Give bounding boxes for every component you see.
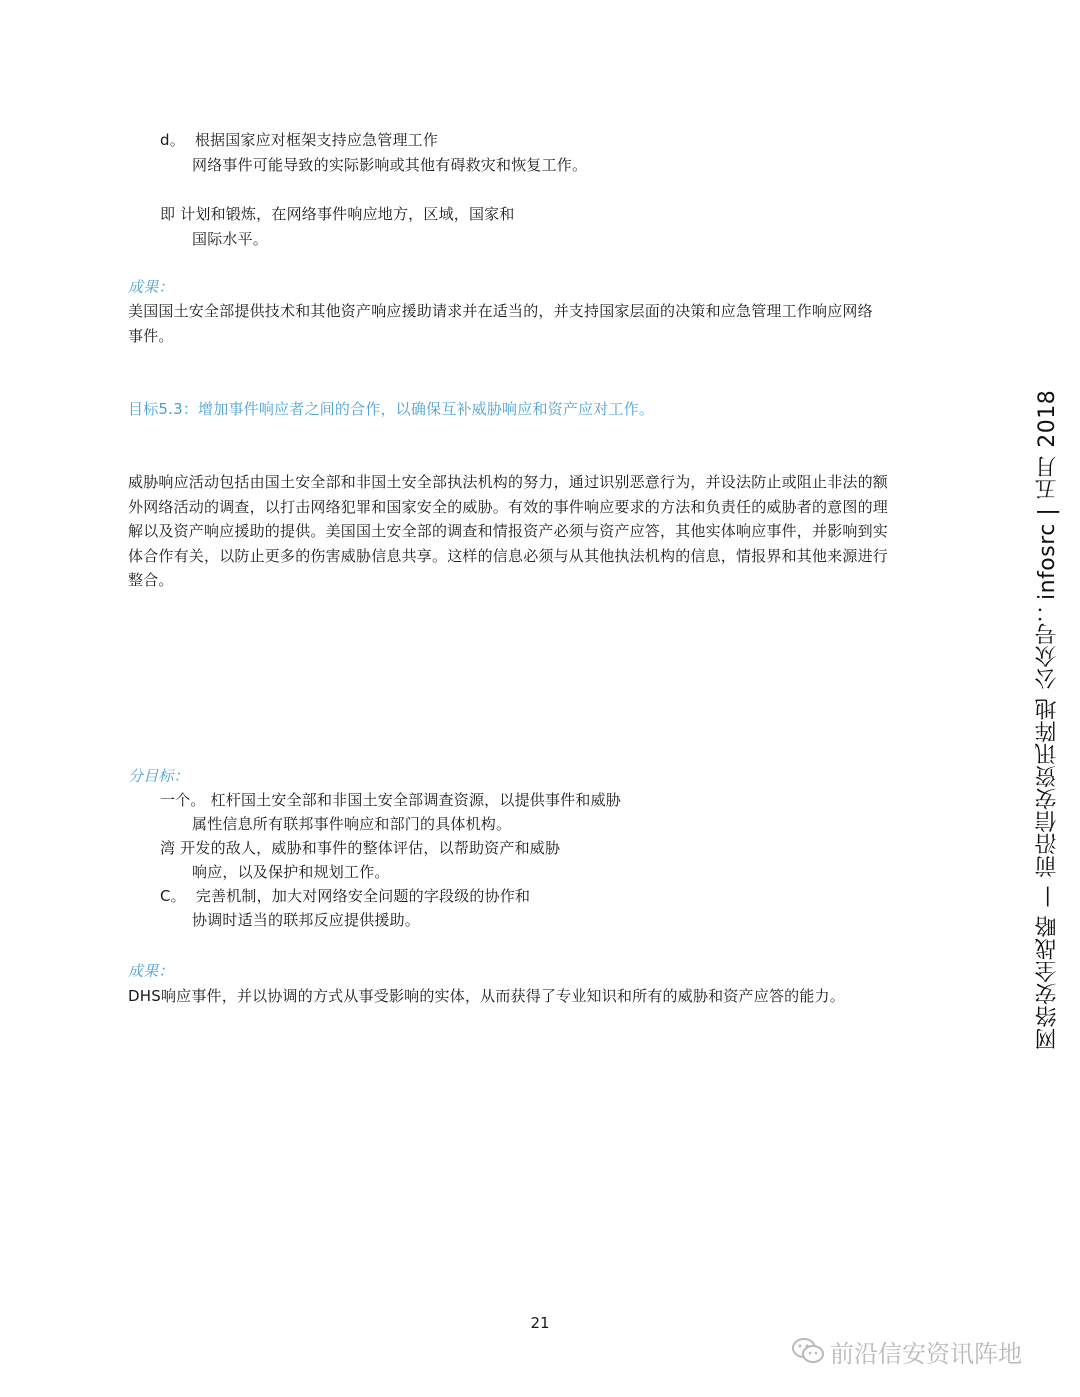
list-item-e — [160, 204, 515, 224]
body-paragraph-line: 外网络活动的调查，以打击网络犯罪和国家安全的威胁。有效的事件响应要求的方法和负责任的威胁者的意图的理 — [128, 498, 889, 516]
outcome-text-line2: 事件。 — [128, 327, 174, 345]
subgoal-item-a — [160, 790, 621, 810]
body-paragraph-line: 整合。 — [128, 571, 174, 589]
list-marker: C。 — [160, 887, 186, 905]
list-text: 完善机制，加大对网络安全问题的字段级的协作和 — [195, 887, 531, 905]
watermark — [790, 1334, 1022, 1368]
list-marker: d。 — [160, 131, 185, 149]
body-paragraph-line: 体合作有关，以防止更多的伤害威胁信息共享。这样的信息必须与从其他执法机构的信息，情报界和其他来源进行 — [128, 547, 889, 565]
subgoal-item-c-continuation: 协调时适当的联邦反应提供援助。 — [192, 911, 421, 929]
outcome-label-2: 成果： — [128, 962, 174, 980]
subgoals-label: 分目标： — [128, 767, 189, 785]
outcome-text-line1: 美国国土安全部提供技术和其他资产响应援助请求并在适当的，并支持国家层面的决策和应急管理工作响应网络 — [128, 302, 873, 320]
outcome-text-2: DHS响应事件，并以协调的方式从事受影响的实体，从而获得了专业知识和所有的威胁和资产应答的能力。 — [128, 987, 845, 1005]
list-text: 计划和锻炼，在网络事件响应地方，区域，国家和 — [180, 205, 515, 223]
list-marker: 一个。 — [160, 791, 206, 809]
side-banner: 网络安全战略 — 前沿信安资讯阵地 公众号：infosrc | 五月 2018 — [1035, 389, 1060, 1050]
list-item-d — [160, 130, 438, 150]
watermark-text: 前沿信安资讯阵地 — [830, 1339, 1022, 1368]
subgoal-item-a-continuation: 属性信息所有联邦事件响应和部门的具体机构。 — [192, 815, 512, 833]
list-item-e-continuation: 国际水平。 — [192, 230, 269, 248]
wechat-icon — [790, 1336, 826, 1366]
list-marker: 湾 — [160, 839, 176, 857]
list-item-d-continuation: 网络事件可能导致的实际影响或其他有碍救灾和恢复工作。 — [192, 156, 588, 174]
list-text: 根据国家应对框架支持应急管理工作 — [194, 131, 439, 149]
page-number: 21 — [530, 1314, 550, 1332]
subgoal-item-c — [160, 886, 530, 906]
list-text: 杠杆国土安全部和非国土安全部调查资源，以提供事件和威胁 — [210, 791, 621, 809]
outcome-label: 成果： — [128, 278, 174, 296]
subgoal-item-b — [160, 838, 560, 858]
list-marker: 即 — [160, 205, 176, 223]
body-paragraph-line: 威胁响应活动包括由国土安全部和非国土安全部执法机构的努力，通过识别恶意行为，并设法防止或阻止非法的额 — [128, 473, 889, 491]
subgoal-item-b-continuation: 响应，以及保护和规划工作。 — [192, 863, 390, 881]
body-paragraph-line: 解以及资产响应援助的提供。美国国土安全部的调查和情报资产必须与资产应答，其他实体响应事件，并影响到实 — [128, 522, 889, 540]
list-text: 开发的敌人，威胁和事件的整体评估，以帮助资产和威胁 — [180, 839, 561, 857]
objective-heading: 目标5.3：增加事件响应者之间的合作，以确保互补威胁响应和资产应对工作。 — [128, 400, 655, 418]
